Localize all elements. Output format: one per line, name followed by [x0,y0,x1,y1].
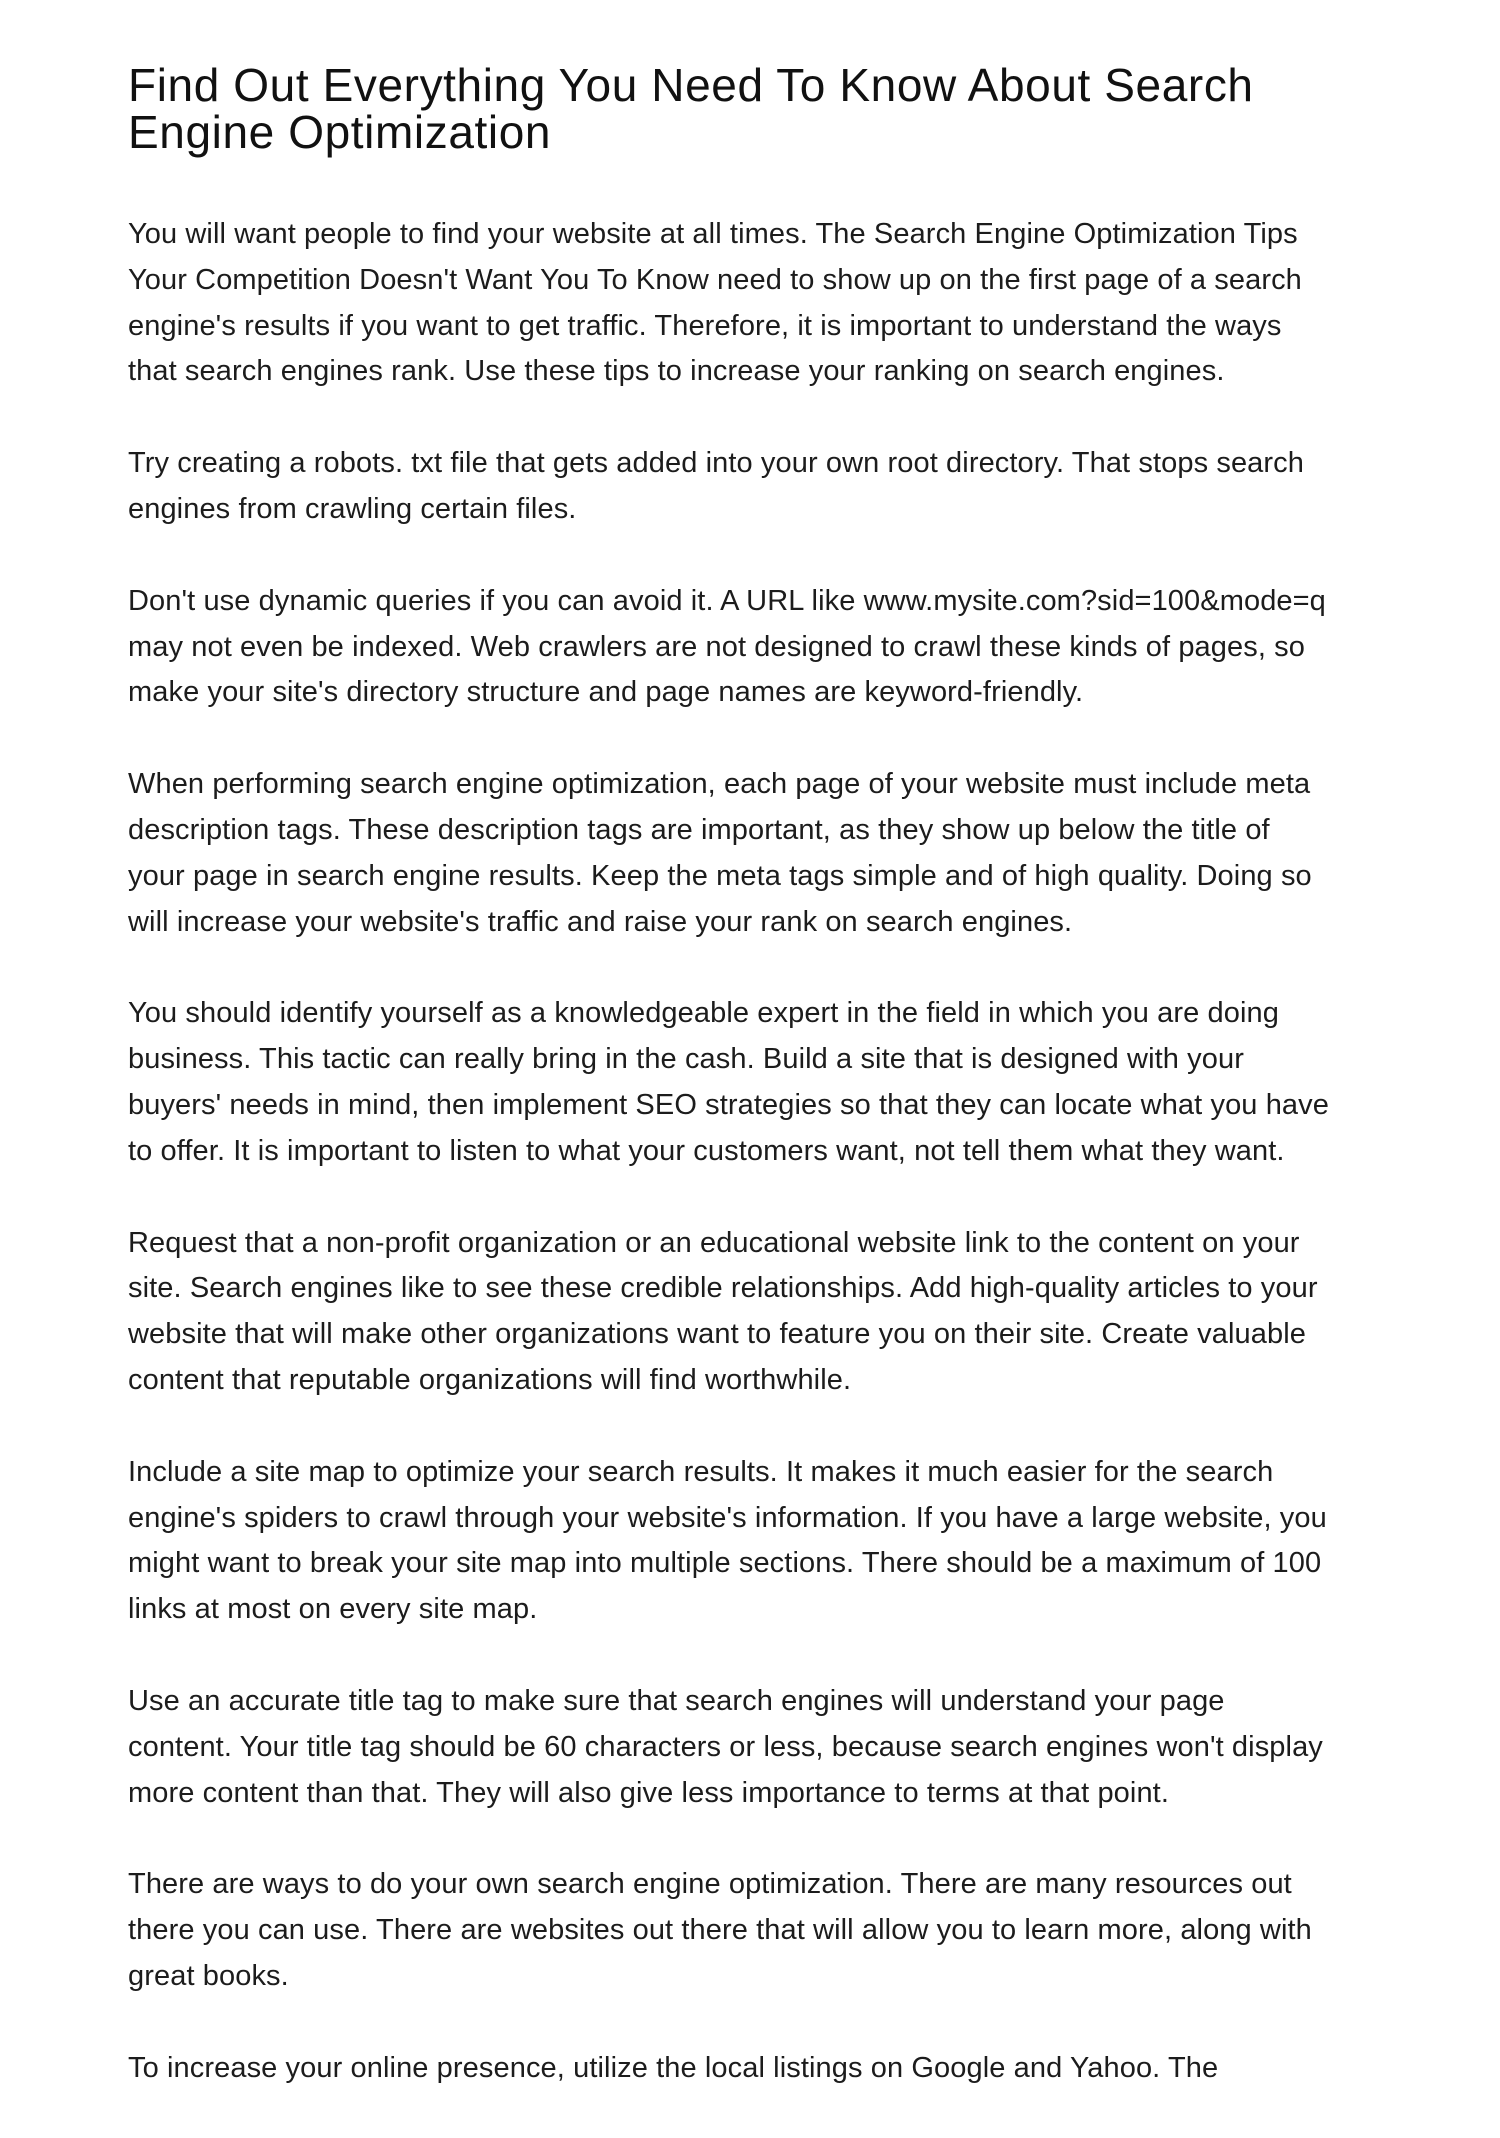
text-line: business. This tactic can really bring in the cash. Build a site that is designed with your [128,1043,1244,1076]
text-line: content that reputable organizations will find worthwhile. [128,1363,852,1396]
text-line: Try creating a robots. txt file that gets added into your own root directory. That stops search [128,447,1304,480]
text-line: great books. [128,1959,289,1992]
paragraph-intro [128,212,1388,395]
paragraph-robots-txt [128,441,1388,533]
text-line: may not even be indexed. Web crawlers are not designed to crawl these kinds of pages, so [128,630,1305,663]
paragraph-non-profit-links [128,1221,1388,1404]
text-line: more content than that. They will also give less importance to terms at that point. [128,1776,1169,1809]
text-line: site. Search engines like to see these credible relationships. Add high-quality articles to your [128,1272,1318,1305]
text-line: will increase your website's traffic and raise your rank on search engines. [128,905,1073,938]
text-line: When performing search engine optimization, each page of your website must include meta [128,768,1311,801]
text-line: that search engines rank. Use these tips to increase your ranking on search engines. [128,355,1225,388]
text-line: content. Your title tag should be 60 characters or less, because search engines won't display [128,1730,1323,1763]
paragraph-dynamic-queries [128,579,1388,716]
text-line: Request that a non-profit organization or an educational website link to the content on your [128,1226,1300,1259]
document-title [128,59,1388,158]
title-line: Engine Optimization [128,106,552,158]
text-line: make your site's directory structure and page names are keyword-friendly. [128,676,1084,709]
text-line: links at most on every site map. [128,1593,538,1626]
text-line: Use an accurate title tag to make sure that search engines will understand your page [128,1684,1225,1717]
text-line: engines from crawling certain files. [128,492,577,525]
text-line: Your Competition Doesn't Want You To Know need to show up on the first page of a search [128,263,1302,296]
text-line: engine's spiders to crawl through your website's information. If you have a large website, you [128,1501,1327,1534]
text-line: To increase your online presence, utilize the local listings on Google and Yahoo. The [128,2051,1219,2084]
document-body [128,212,1388,2138]
paragraph-site-map [128,1450,1388,1633]
text-line: buyers' needs in mind, then implement SEO strategies so that they can locate what you have [128,1088,1329,1121]
text-line: Don't use dynamic queries if you can avoid it. A URL like www.mysite.com?sid=100&mode=q [128,584,1326,617]
paragraph-local-listings [128,2046,1388,2092]
text-line: You will want people to find your website at all times. The Search Engine Optimization Tips [128,218,1298,250]
text-line: website that will make other organizations want to feature you on their site. Create valuable [128,1318,1306,1351]
document-page [128,0,1388,2123]
paragraph-resources [128,1862,1388,1999]
text-line: You should identify yourself as a knowledgeable expert in the field in which you are doing [128,997,1279,1030]
title-line: Find Out Everything You Need To Know About Search [128,59,1254,111]
text-line: There are ways to do your own search engine optimization. There are many resources out [128,1868,1292,1901]
paragraph-expert [128,991,1388,1174]
text-line: Include a site map to optimize your search results. It makes it much easier for the search [128,1455,1274,1488]
text-line: there you can use. There are websites out there that will allow you to learn more, along with [128,1914,1312,1947]
text-line: description tags. These description tags are important, as they show up below the title of [128,813,1270,846]
paragraph-title-tag [128,1679,1388,1816]
text-line: might want to break your site map into multiple sections. There should be a maximum of 100 [128,1547,1322,1580]
paragraph-meta-tags [128,762,1388,945]
text-line: to offer. It is important to listen to what your customers want, not tell them what they want. [128,1134,1285,1167]
text-line: your page in search engine results. Keep the meta tags simple and of high quality. Doing so [128,859,1312,892]
text-line: engine's results if you want to get traffic. Therefore, it is important to understand the ways [128,309,1282,342]
